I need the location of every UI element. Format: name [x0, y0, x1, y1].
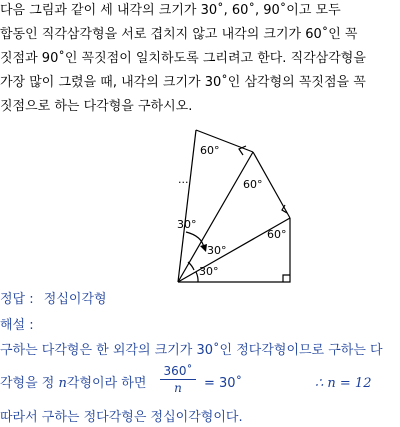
- angle-label-30-mid: 30°: [207, 244, 227, 257]
- solution-line-2-text-a: 각형을 정: [0, 376, 55, 391]
- angle-label-30-left: 30°: [177, 218, 197, 231]
- ellipsis-text: ...: [178, 173, 189, 186]
- answer-label: 정답 :: [0, 292, 34, 307]
- fraction-denominator: n: [174, 381, 182, 395]
- problem-line-4: 가장 많이 그렸을 때, 내각의 크기가 30˚인 삼각형의 꼭짓점을 꼭: [0, 75, 366, 90]
- answer-value: 정십이각형: [43, 292, 107, 307]
- problem-line-2: 합동인 직각삼각형을 서로 겹치지 않고 내각의 크기가 60˚인 꼭: [0, 27, 358, 42]
- solution-line-2-text-b: 각형이라 하면: [66, 376, 147, 391]
- angle-label-60-mid: 60°: [243, 178, 263, 191]
- fraction-bar: [160, 379, 196, 380]
- angle-label-60-top: 60°: [200, 144, 220, 157]
- angle-label-60-low: 60°: [267, 228, 287, 241]
- solution-header: 해설 :: [0, 318, 34, 333]
- solution-line-1: 구하는 다각형은 한 외각의 크기가 30˚인 정다각형이므로 구하는 다: [0, 343, 383, 358]
- solution-line-3: 따라서 구하는 정다각형은 정십이각형이다.: [0, 410, 243, 425]
- answer-line: [0, 292, 107, 308]
- problem-line-1: 다음 그림과 같이 세 내각의 크기가 30˚, 60˚, 90˚이고 모두: [0, 3, 341, 18]
- solution-line-2-prefix: [0, 376, 146, 392]
- problem-line-5: 짓점으로 하는 다각형을 구하시오.: [0, 99, 193, 114]
- angle-label-30-bottom: 30°: [199, 265, 219, 278]
- variable-n: n: [58, 376, 67, 391]
- equation-rhs: = 30˚: [204, 376, 243, 391]
- fraction: [158, 364, 198, 395]
- therefore-statement: ∴ n = 12: [315, 376, 372, 391]
- fraction-numerator: 360˚: [163, 364, 193, 378]
- problem-line-3: 짓점과 90˚인 꼭짓점이 일치하도록 그리려고 한다. 직각삼각형을: [0, 51, 366, 66]
